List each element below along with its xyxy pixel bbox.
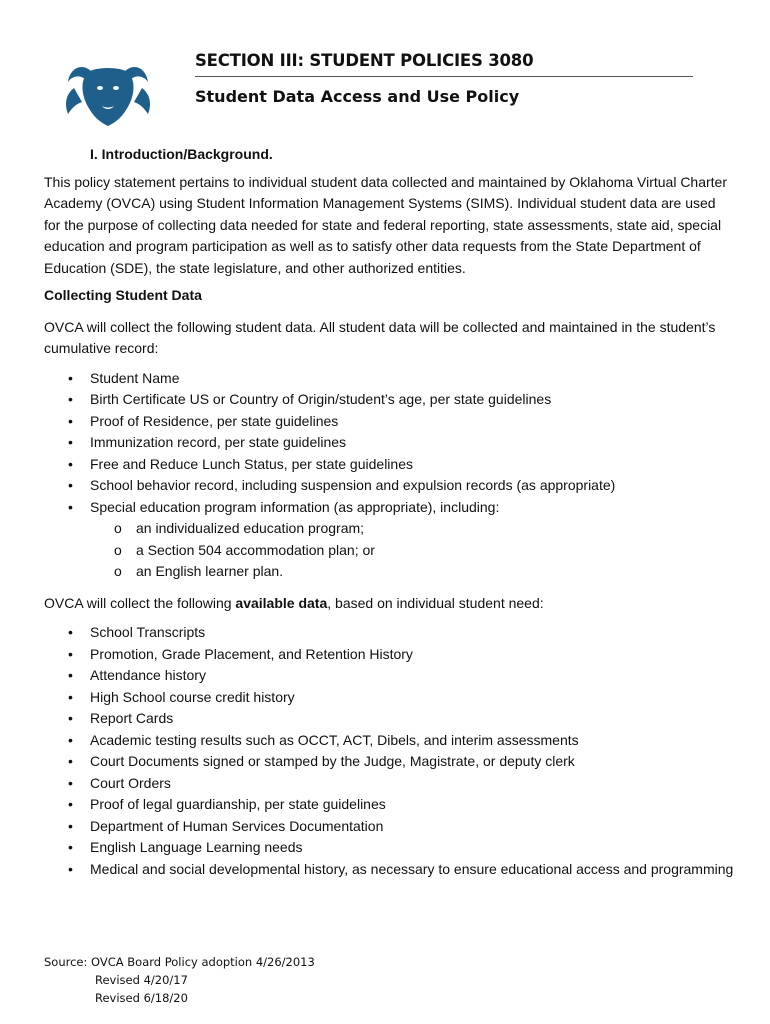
list-item: • Immunization record, per state guidelines xyxy=(44,432,734,454)
bison-logo-icon xyxy=(62,58,154,130)
section-title: SECTION III: STUDENT POLICIES 3080 xyxy=(195,51,534,70)
list-item: • Student Name xyxy=(44,368,734,390)
sub-list-item: o an English learner plan. xyxy=(90,561,734,583)
intro-heading: I. Introduction/Background. xyxy=(90,146,273,162)
list-item: • High School course credit history xyxy=(44,687,734,709)
list-item: • Court Documents signed or stamped by the Judge, Magistrate, or deputy clerk xyxy=(44,751,734,773)
available-lead-after: , based on individual student need: xyxy=(327,594,544,611)
collecting-heading: Collecting Student Data xyxy=(44,287,202,303)
list-item: • Department of Human Services Documentation xyxy=(44,816,734,838)
special-education-sublist xyxy=(90,518,734,583)
list-item xyxy=(44,497,734,583)
list-item: • School Transcripts xyxy=(44,622,734,644)
list-item: • Proof of legal guardianship, per state guidelines xyxy=(44,794,734,816)
policy-title: Student Data Access and Use Policy xyxy=(195,87,520,106)
sub-list-item: o an individualized education program; xyxy=(90,518,734,540)
footer-revised: Revised 6/18/20 xyxy=(95,991,188,1005)
list-item: • English Language Learning needs xyxy=(44,837,734,859)
policy-footer xyxy=(44,953,315,1007)
intro-paragraph: This policy statement pertains to individual student data collected and maintained by Oklahoma Virtual Charter Academy (OVCA) using Student Information Management Systems (SIMS). Individual student data are used for the purpose of collecting data needed for state and federal reporting, state assessments, state aid, special education and program participation as well as to satisfy other data requests from the State Department of Education (SDE), the state legislature, and other authorized entities. xyxy=(44,173,728,276)
list-item-text: Special education program information (as appropriate), including: xyxy=(90,498,500,515)
available-data-lead xyxy=(44,593,734,615)
list-item: • Proof of Residence, per state guidelines xyxy=(44,411,734,433)
available-lead-before: OVCA will collect the following xyxy=(44,594,236,611)
policy-body xyxy=(44,144,734,880)
list-item: • Attendance history xyxy=(44,665,734,687)
available-lead-bold: available data xyxy=(235,594,328,611)
list-item: • Birth Certificate US or Country of Origin/student’s age, per state guidelines xyxy=(44,389,734,411)
list-item: • Court Orders xyxy=(44,773,734,795)
collecting-lead: OVCA will collect the following student data. All student data will be collected and maintained in the student’s cumulative record: xyxy=(44,318,716,356)
list-item: • Medical and social developmental history, as necessary to ensure educational access and programming xyxy=(44,859,734,881)
title-divider xyxy=(195,76,693,77)
collected-data-list xyxy=(44,368,734,583)
footer-source: Source: OVCA Board Policy adoption 4/26/2013 xyxy=(44,955,315,969)
footer-revised: Revised 4/20/17 xyxy=(95,973,188,987)
list-item: • Report Cards xyxy=(44,708,734,730)
list-item: • School behavior record, including suspension and expulsion records (as appropriate) xyxy=(44,475,734,497)
list-item: • Promotion, Grade Placement, and Retention History xyxy=(44,644,734,666)
available-data-list xyxy=(44,622,734,880)
list-item: • Free and Reduce Lunch Status, per state guidelines xyxy=(44,454,734,476)
sub-list-item: o a Section 504 accommodation plan; or xyxy=(90,540,734,562)
list-item: • Academic testing results such as OCCT, ACT, Dibels, and interim assessments xyxy=(44,730,734,752)
